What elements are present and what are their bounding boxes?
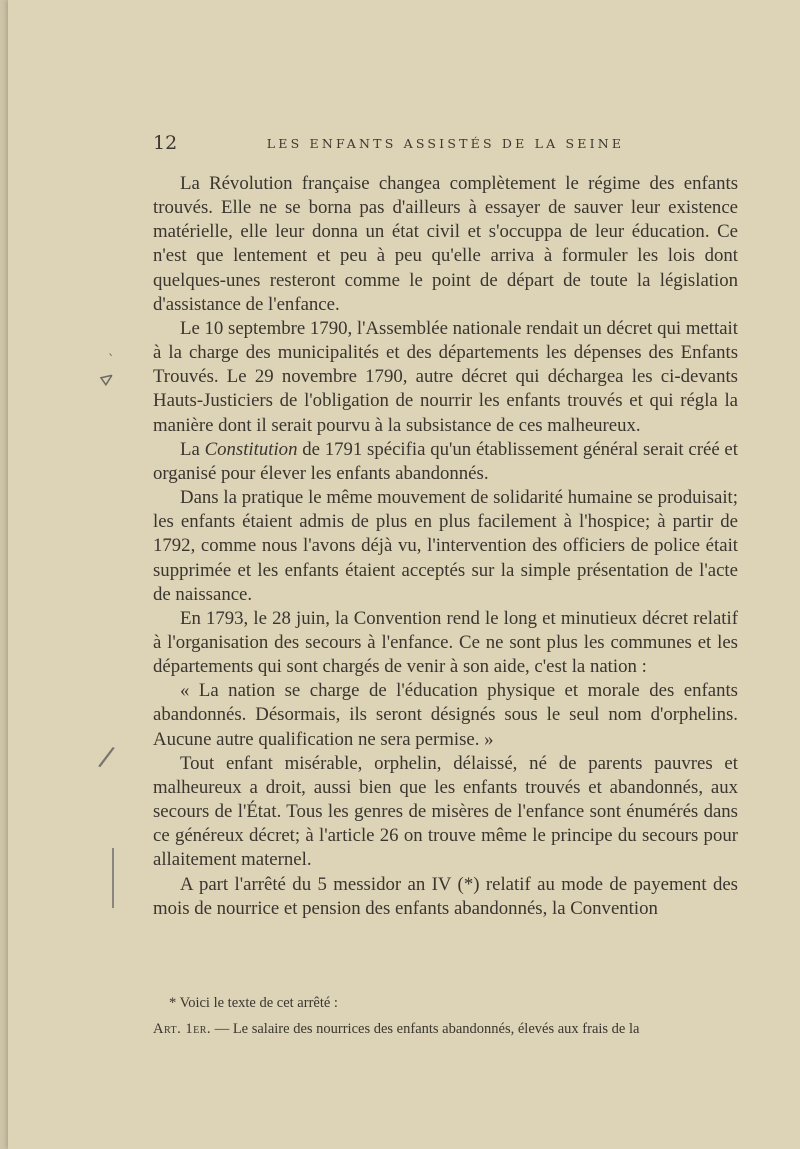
page-header (153, 132, 738, 156)
paragraph-constitution-1791 (153, 438, 738, 486)
paragraph-convention-1793: En 1793, le 28 juin, la Convention rend le long et minutieux décret relatif à l'organisation des secours à l'enfance. Ce ne sont plus les communes et les départements qui sont chargés de venir à son aide, c'est la nation : (153, 607, 738, 678)
footnote-article-text: — Le salaire des nourrices des enfants abandonnés, élevés aux frais de la (211, 1021, 640, 1037)
page-number: 12 (153, 132, 178, 154)
margin-slash-mark: / (96, 739, 117, 774)
margin-bar-mark (112, 848, 114, 908)
paragraph-quote: « La nation se charge de l'éducation physique et morale des enfants abandonnés. Désormais, ils seront désignés sous le seul nom d'orphelins. Aucune autre qualification ne sera permise. » (153, 680, 738, 750)
paragraph-decree-1790: Le 10 septembre 1790, l'Assemblée nationale rendait un décret qui mettait à la charge des municipalités et des départements les dépenses des Enfants Trouvés. Le 29 novembre 1790, autre décret qui déchargea les ci-devants Hauts-Justiciers de l'obligation de nourrir les enfants trouvés et qui régla la manière dont il serait pourvu à la subsistance de ces malheureux. (153, 317, 738, 436)
margin-tick-mark: ˎ (108, 342, 115, 357)
running-title: LES ENFANTS ASSISTÉS DE LA SEINE (266, 136, 625, 151)
constitution-italic: Constitution (204, 438, 298, 460)
constitution-before: La (180, 438, 205, 460)
footnote-article-label: Art. 1er. (153, 1021, 212, 1037)
footnote-article (153, 1016, 738, 1042)
footnote-intro: * Voici le texte de cet arrêté : (169, 995, 338, 1011)
paragraph-pratique: Dans la pratique le même mouvement de solidarité humaine se produisait; les enfants étaient admis de plus en plus facilement à l'hospice; à partir de 1792, comme nous l'avons déjà vu, l'intervention des officiers de police était supprimée et les enfants étaient acceptés sur la simple présentation de l'acte de naissance. (153, 487, 738, 605)
paragraph-messidor: A part l'arrêté du 5 messidor an IV (*) relatif au mode de payement des mois de nourrice et pension des enfants abandonnés, la Convention (153, 873, 738, 919)
constitution-after: de 1791 spécifia qu'un établissement général serait créé et organisé pour élever les enfants abandonnés. (153, 438, 738, 484)
paragraph-enfant-miserable: Tout enfant misérable, orphelin, délaissé, né de parents pauvres et malheureux a droit, aussi bien que les enfants trouvés et abandonnés, aux secours de l'État. Tous les genres de misères de l'enfance sont énumérés dans ce généreux décret; à l'article 26 on trouve même le principe du secours pour allaitement maternel. (153, 752, 738, 871)
footnotes (153, 990, 738, 1042)
body-text (153, 172, 738, 921)
book-page (8, 0, 800, 1149)
margin-pencil-mark: ⊳ (95, 365, 120, 392)
paragraph-revolution: La Révolution française changea complètement le régime des enfants trouvés. Elle ne se borna pas d'ailleurs à essayer de sauver leur existence matérielle, elle leur donna un état civil et s'occuppa de leur éducation. Ce n'est que lentement et peu à peu qu'elle arriva à formuler les lois dont quelques-unes resteront comme le point de départ de toute la législation d'assistance de l'enfance. (153, 173, 738, 315)
